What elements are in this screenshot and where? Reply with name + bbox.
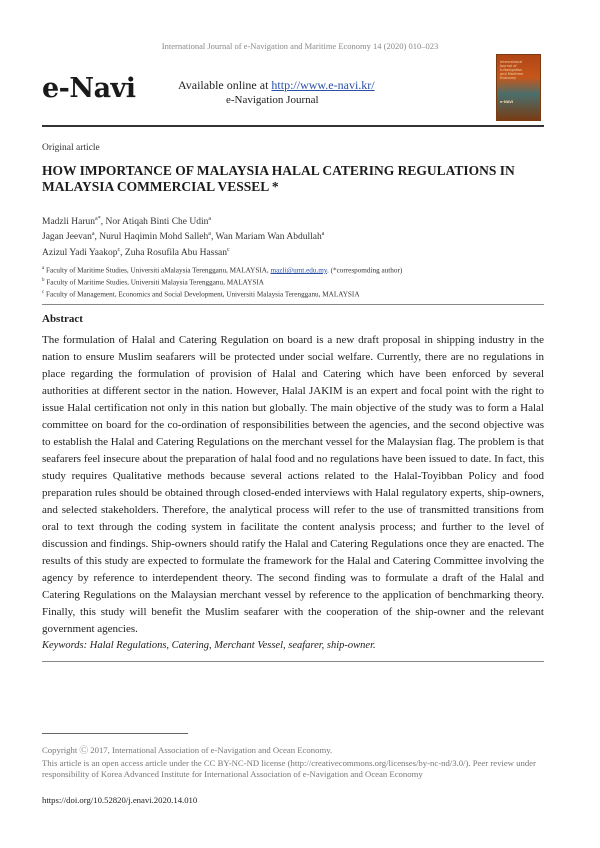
available-prefix: Available online at xyxy=(178,78,272,92)
keywords: Keywords: Halal Regulations, Catering, Merchant Vessel, seafarer, ship-owner. xyxy=(42,640,376,651)
available-online xyxy=(178,78,375,93)
affiliation-a: $^a$ Faculty of Maritime Studies, Universiti aMalaysia Terengganu, MALAYSIA, mazli@umt.edu.my. (*correspomding author) xyxy=(42,266,403,275)
cover-text: International Journal of e-Navigation and Maritime Economy e-NAVI xyxy=(500,60,524,104)
copyright-notice: Copyright Ⓒ 2017, International Association of e-Navigation and Ocean Economy. xyxy=(42,745,333,755)
article-title: HOW IMPORTANCE OF MALAYSIA HALAL CATERING REGULATIONS IN MALAYSIA COMMERCIAL VESSEL * xyxy=(42,163,515,194)
header-rule xyxy=(42,125,544,127)
doi-link[interactable]: https://doi.org/10.52820/j.enavi.2020.14.010 xyxy=(42,795,198,805)
abstract-top-rule xyxy=(42,304,544,305)
author-list: Madzli Harun$^{a*}$, Nor Atiqah Binti Che Udin$^a$ Jagan Jeevan$^a$, Nurul Haqimin Mohd Salleh$^a$, Wan Mariam Wan Abdullah$^a$ Azizul Yadi Yaakop$^c$, Zuha Rosufila Abu Hassan$^c$ xyxy=(42,216,325,259)
abstract-heading: Abstract xyxy=(42,313,83,325)
journal-cover-image xyxy=(496,54,541,121)
journal-logo: e-Navi xyxy=(42,73,136,104)
affiliation-c: $^c$ Faculty of Management, Economics and Social Development, Universiti Malaysia Terengganu, MALAYSIA xyxy=(42,289,360,299)
affiliation-b: $^b$ Faculty of Maritime Studies, Universiti Malaysia Terengganu, MALAYSIA xyxy=(42,277,264,287)
author-email-link[interactable]: mazli@umt.edu.my xyxy=(270,266,327,275)
article-type: Original article xyxy=(42,143,100,153)
abstract-text: The formulation of Halal and Catering Regulation on board is a new draft proposal in shipping industry in the nation to ensure Muslim seafarers will be protected under social welfare. Currently, there are no regulations in place regarding the formulation of provision of Halal and Catering which have been enforced by several authorities at different sector in the nation. However, Halal JAKIM is an expert and focal point with the right to issue Halal certification not only in this nation but globally. The main objective of the study was to form a Halal committee on board for the co-ordination of responsibilities between the agencies, and the second objective was to establish the Halal and Catering Regulations on the merchant vessel for the Malaysian flag. The problem is that seafarers feel insecure about the preparation of halal food and no regulations have been issued to date. In fact, this study requires Qualitative methods because several actions related to the Halal-Toyibban Policy and food preparation rules should be obtained through closed-ended interviews with Halal regulatory experts, ship-owners, and selected stakeholders. Therefore, the analytical process will refer to the use of transmitted transitions from oral to text through the coding system in facilitate the content analysis process; and further to the level of discussion and findings. Ship-owners should ratify the Halal and Catering Regulations once they are enacted. The results of this study are expected to formulate the framework for the Halal and Catering Committee involving the agency by reference to interdependent theory. The second finding was to formulate a draft of the Halal and Catering Regulations on the Malaysian merchant vessel by reference to the application of benchmarking theory. Finally, this study will benefit the Muslim seafarer with the cooperation of the ship-owner and the relevant government agencies. xyxy=(42,334,544,635)
affiliations xyxy=(42,264,402,300)
license-notice: This article is an open access article under the CC BY-NC-ND license (http://creativecommons.org/licenses/by-nc-nd/3.0/). Peer review under responsibility of Korea Advanced Institute for International Association of e-Navigation and Ocean Economy xyxy=(42,758,536,779)
journal-name: e-Navigation Journal xyxy=(226,94,319,106)
running-header: International Journal of e-Navigation and Maritime Economy 14 (2020) 010–023 xyxy=(161,41,439,51)
abstract-bottom-rule xyxy=(42,661,544,662)
journal-url-link[interactable]: http://www.e-navi.kr/ xyxy=(271,78,375,92)
footnote-rule xyxy=(42,733,188,734)
